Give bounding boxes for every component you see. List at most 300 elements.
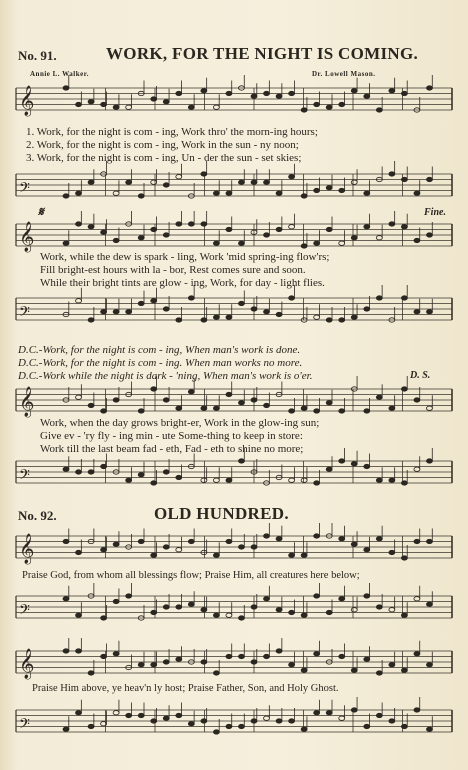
lyric-line: Praise Him above, ye heav'n ly host; Praise Father, Son, and Holy Ghost. [32,683,339,694]
note-head [188,602,194,606]
note-head [264,91,270,95]
note-head [401,296,407,300]
hymn-title: OLD HUNDRED. [154,504,289,523]
note-head [251,605,257,609]
note-head [426,602,432,606]
note-head [63,467,69,471]
bass-clef-icon: 𝄢 [19,304,30,324]
note-head [414,191,420,195]
note-head [251,94,257,98]
bass-staff-3 [0,455,468,499]
note-head [238,459,244,463]
note-head [351,180,357,184]
dc-line: D.C.-Work, for the night is com - ing. When man works no more. [18,357,303,369]
lyric-line: 1. Work, for the night is com - ing, Work thro' the morn-ing hours; [26,126,318,138]
note-head [138,194,144,198]
note-head [163,470,169,474]
note-head [138,713,144,717]
note-head [213,730,219,734]
note-head [176,548,182,552]
note-head [163,307,169,311]
note-head [151,227,157,231]
note-head [389,172,395,176]
note-head [126,310,132,314]
note-head [376,108,382,112]
note-head [364,594,370,598]
note-head [226,539,232,543]
note-head [339,241,345,245]
note-head [414,467,420,471]
note-head [151,663,157,667]
note-head [426,177,432,181]
note-head [351,608,357,612]
note-head [339,102,345,106]
note-head [351,236,357,240]
note-head [376,537,382,541]
note-head [163,545,169,549]
note-head [426,663,432,667]
note-head [289,409,295,413]
note-head [389,478,395,482]
note-head [376,296,382,300]
note-head [151,97,157,101]
treble-clef-icon: 𝄞 [19,534,35,564]
note-head [289,91,295,95]
note-head [126,594,132,598]
note-head [213,613,219,617]
note-head [63,597,69,601]
note-head [326,610,332,614]
lyric-line: 2. Work, for the night is com - ing, Work in the sun - ny noon; [26,139,299,151]
treble-staff-1 [0,82,468,126]
note-head [301,194,307,198]
note-head [351,462,357,466]
note-head [126,713,132,717]
note-head [314,409,320,413]
note-head [163,233,169,237]
note-head [251,660,257,664]
note-head [264,597,270,601]
note-head [376,395,382,399]
note-head [276,608,282,612]
hymn-91-header [18,42,458,64]
note-head [76,711,82,715]
note-head [339,597,345,601]
note-head [101,102,107,106]
fine-label: Fine. [424,207,446,218]
note-head [351,315,357,319]
note-head [389,663,395,667]
note-head [188,296,194,300]
note-head [101,616,107,620]
note-head [226,392,232,396]
note-head [226,654,232,658]
bass-clef-icon: 𝄢 [19,716,30,736]
note-head [63,86,69,90]
note-head [389,89,395,93]
note-head [314,534,320,538]
note-head [414,310,420,314]
note-head [238,545,244,549]
note-head [426,310,432,314]
note-head [113,542,119,546]
note-head [201,719,207,723]
note-head [326,318,332,322]
note-head [213,191,219,195]
note-head [364,191,370,195]
bass-staff-4 [0,590,468,634]
note-head [289,225,295,229]
note-head [289,175,295,179]
note-head [426,406,432,410]
note-head [76,102,82,106]
bass-staff-1 [0,168,468,212]
note-head [188,222,194,226]
note-head [276,191,282,195]
note-head [213,315,219,319]
note-head [226,315,232,319]
lyric-line: Give ev - 'ry fly - ing min - ute Some-thing to keep in store: [40,430,303,442]
note-head [251,719,257,723]
note-head [351,708,357,712]
note-head [226,91,232,95]
note-head [138,539,144,543]
note-head [101,310,107,314]
note-head [76,649,82,653]
note-head [351,89,357,93]
note-head [76,191,82,195]
note-head [314,241,320,245]
note-head [151,481,157,485]
note-head [151,553,157,557]
note-head [389,222,395,226]
note-head [138,663,144,667]
note-head [414,652,420,656]
dc-line: D.C.-Work while the night is dark - 'ning, When man's work is o'er. [18,370,313,382]
note-head [88,318,94,322]
note-head [301,244,307,248]
note-head [213,671,219,675]
note-head [264,654,270,658]
note-head [226,613,232,617]
hymn-title: WORK, FOR THE NIGHT IS COMING. [106,44,419,63]
note-head [276,227,282,231]
note-head [326,711,332,715]
note-head [426,539,432,543]
note-head [364,225,370,229]
note-head [88,470,94,474]
note-head [213,553,219,557]
words-credit: Annie L. Walker. [30,70,89,78]
note-head [113,652,119,656]
note-head [176,318,182,322]
note-head [238,616,244,620]
note-head [251,307,257,311]
treble-clef-icon: 𝄞 [19,86,35,116]
lyric-line: Praise God, from whom all blessings flow; Praise Him, all creatures here below; [22,570,360,581]
note-head [289,719,295,723]
note-head [364,307,370,311]
note-head [251,545,257,549]
note-head [201,660,207,664]
note-head [276,312,282,316]
note-head [151,387,157,391]
note-head [201,608,207,612]
note-head [201,318,207,322]
note-head [176,657,182,661]
note-head [364,548,370,552]
note-head [314,315,320,319]
note-head [326,467,332,471]
note-head [101,654,107,658]
note-head [301,668,307,672]
note-head [76,613,82,617]
note-head [264,716,270,720]
note-head [389,550,395,554]
note-head [188,105,194,109]
note-head [163,660,169,664]
note-head [126,105,132,109]
note-head [113,711,119,715]
note-head [276,94,282,98]
note-head [101,409,107,413]
note-head [238,724,244,728]
note-head [414,597,420,601]
note-head [314,102,320,106]
note-head [188,539,194,543]
note-head [176,222,182,226]
note-head [264,180,270,184]
note-head [376,713,382,717]
note-head [376,605,382,609]
note-head [101,548,107,552]
note-head [138,236,144,240]
music-credit: Dr. Lowell Mason. [312,70,376,78]
note-head [364,94,370,98]
note-head [226,478,232,482]
note-head [301,553,307,557]
note-head [314,188,320,192]
note-head [314,652,320,656]
note-head [88,403,94,407]
treble-clef-icon: 𝄞 [19,649,35,679]
note-head [238,241,244,245]
note-head [201,478,207,482]
note-head [401,225,407,229]
note-head [176,475,182,479]
note-head [151,180,157,184]
note-head [201,172,207,176]
note-head [138,473,144,477]
note-head [176,406,182,410]
note-head [88,100,94,104]
note-head [314,481,320,485]
lyric-line: Work, while the dew is spark - ling, Work 'mid spring-ing flow'rs; [40,251,330,263]
note-head [401,481,407,485]
dc-line: D.C.-Work, for the night is com - ing, When man's work is done. [18,344,301,356]
note-head [276,537,282,541]
note-head [426,86,432,90]
note-head [113,398,119,402]
note-head [364,724,370,728]
note-head [389,406,395,410]
note-head [251,398,257,402]
note-head [401,556,407,560]
note-head [389,608,395,612]
note-head [163,183,169,187]
note-head [389,719,395,723]
note-head [326,227,332,231]
note-head [326,186,332,190]
note-head [176,713,182,717]
note-head [201,89,207,93]
note-head [151,719,157,723]
note-head [289,663,295,667]
note-head [301,406,307,410]
note-head [63,539,69,543]
note-head [76,299,82,303]
note-head [264,534,270,538]
note-head [238,301,244,305]
note-head [76,222,82,226]
note-head [376,478,382,482]
note-head [213,105,219,109]
note-head [364,409,370,413]
note-head [351,668,357,672]
lyric-line: While their bright tints are glow - ing, Work, for day - light flies. [40,277,325,289]
note-head [401,387,407,391]
note-head [414,398,420,402]
note-head [88,671,94,675]
note-head [376,671,382,675]
note-head [76,395,82,399]
lyric-line: Work, when the day grows bright-er, Work in the glow-ing sun; [40,417,320,429]
note-head [151,610,157,614]
note-head [264,403,270,407]
note-head [101,464,107,468]
note-head [401,91,407,95]
bass-staff-2 [0,292,468,336]
note-head [188,390,194,394]
segno-sign: 𝄋 [38,204,44,219]
note-head [289,478,295,482]
note-head [339,537,345,541]
ds-label: D. S. [410,370,431,381]
treble-clef-icon: 𝄞 [19,387,35,417]
note-head [113,105,119,109]
note-head [226,724,232,728]
note-head [226,227,232,231]
note-head [138,301,144,305]
note-head [426,233,432,237]
note-head [314,711,320,715]
note-head [113,599,119,603]
note-head [414,238,420,242]
note-head [289,296,295,300]
note-head [339,459,345,463]
note-head [339,188,345,192]
note-head [364,657,370,661]
note-head [339,409,345,413]
note-head [176,175,182,179]
bass-clef-icon: 𝄢 [19,467,30,487]
note-head [176,91,182,95]
note-head [289,610,295,614]
note-head [401,613,407,617]
note-head [426,727,432,731]
note-head [76,550,82,554]
note-head [151,299,157,303]
bass-clef-icon: 𝄢 [19,602,30,622]
note-head [364,464,370,468]
note-head [88,225,94,229]
note-head [188,722,194,726]
note-head [351,542,357,546]
lyric-line: Work till the last beam fad - eth, Fad - eth to shine no more; [40,443,304,455]
note-head [238,654,244,658]
note-head [163,398,169,402]
note-head [401,724,407,728]
bass-staff-5 [0,704,468,748]
note-head [238,401,244,405]
note-head [314,594,320,598]
note-head [213,478,219,482]
note-head [213,406,219,410]
note-head [63,194,69,198]
note-head [326,401,332,405]
note-head [163,716,169,720]
hymn-number: No. 91. [18,48,57,63]
note-head [113,191,119,195]
note-head [63,727,69,731]
note-head [264,310,270,314]
note-head [251,180,257,184]
note-head [326,105,332,109]
note-head [201,222,207,226]
note-head [113,310,119,314]
note-head [113,238,119,242]
note-head [401,177,407,181]
note-head [238,180,244,184]
note-head [276,649,282,653]
note-head [88,180,94,184]
note-head [163,605,169,609]
note-head [376,236,382,240]
note-head [339,716,345,720]
note-head [76,470,82,474]
note-head [276,719,282,723]
treble-clef-icon: 𝄞 [19,222,35,252]
note-head [226,191,232,195]
note-head [401,668,407,672]
bass-clef-icon: 𝄢 [19,180,30,200]
note-head [301,727,307,731]
note-head [264,233,270,237]
note-head [213,241,219,245]
hymn-92-header [18,502,458,524]
note-head [414,539,420,543]
treble-staff-4 [0,530,468,574]
note-head [163,100,169,104]
note-head [301,108,307,112]
note-head [138,409,144,413]
note-head [176,605,182,609]
note-head [339,654,345,658]
note-head [339,318,345,322]
note-head [126,180,132,184]
note-head [414,708,420,712]
note-head [88,724,94,728]
